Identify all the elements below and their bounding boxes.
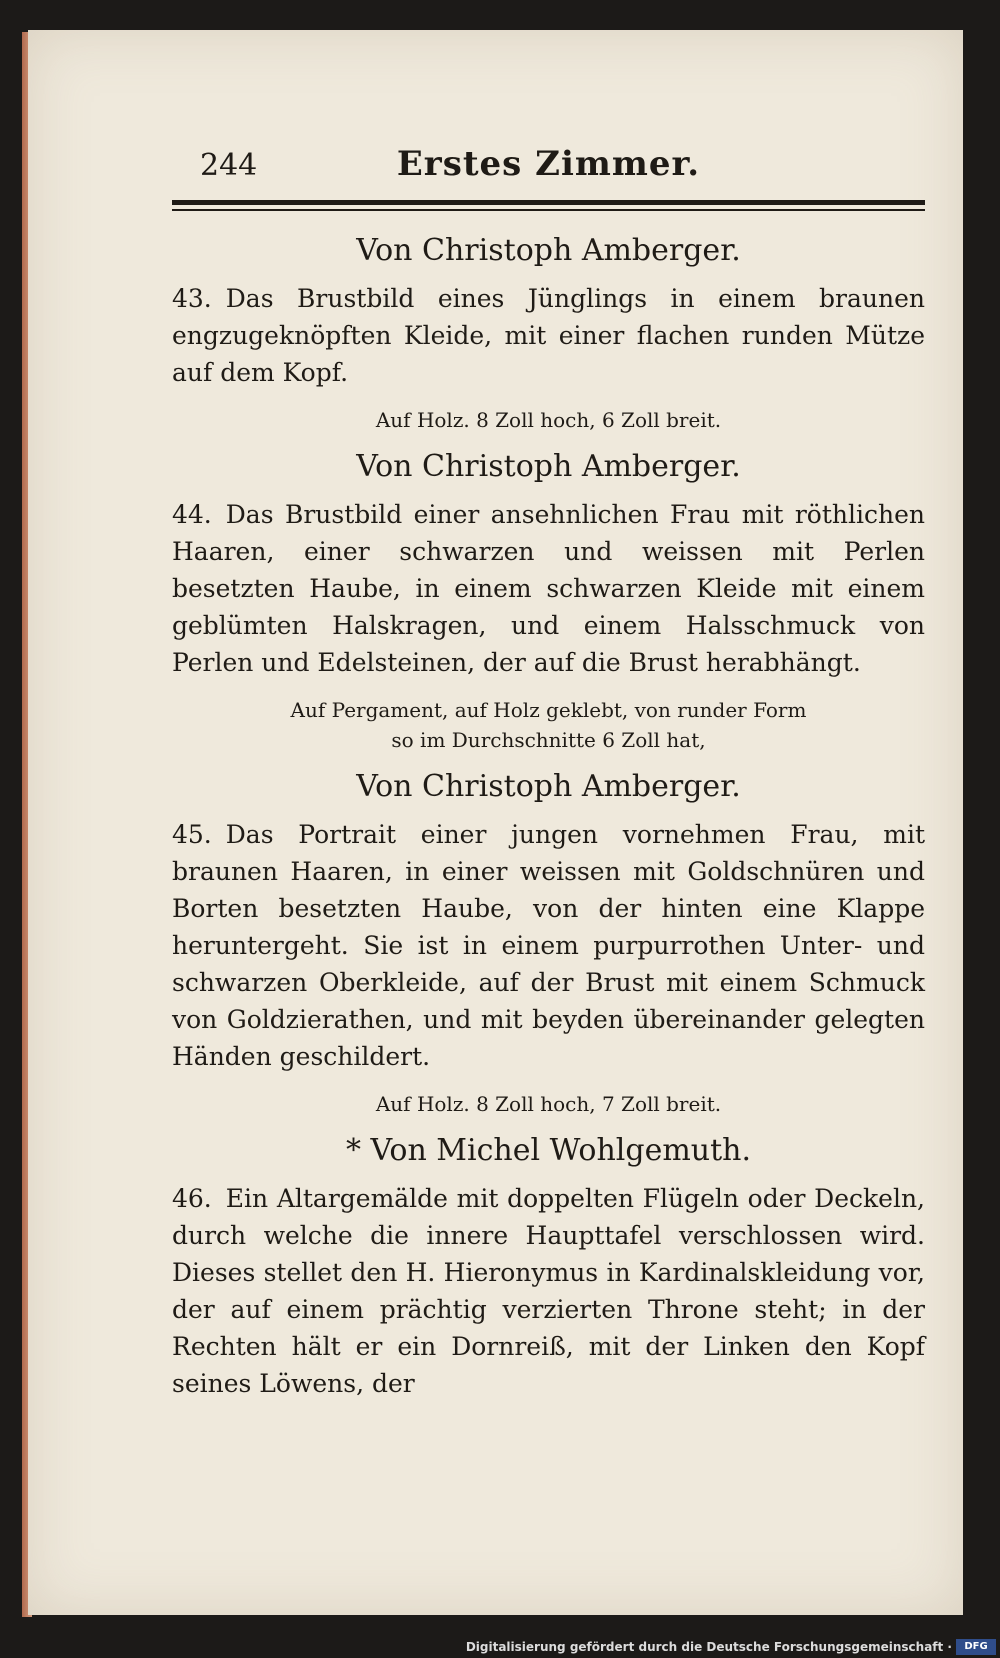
catalog-entry [172, 496, 925, 681]
entry-number: 43. [172, 284, 212, 313]
dfg-logo: DFG [956, 1639, 996, 1655]
catalog-entry [172, 1180, 925, 1402]
entry-number: 45. [172, 820, 212, 849]
entry-text: Ein Altargemälde mit doppelten Flügeln oder Deckeln, durch welche die innere Haupttafel verschlossen wird. Dieses stellet den H. Hieronymus in Kardinalskleidung vor, der auf einem prächtig verzierten Throne steht; in der Rechten hält er ein Dornreiß, mit der Linken den Kopf seines Löwens, der [172, 1184, 925, 1398]
header-rule-thin [172, 209, 925, 211]
entry-note [172, 405, 925, 435]
note-line: Auf Pergament, auf Holz geklebt, von runder Form [290, 698, 807, 722]
catalog-entry [172, 816, 925, 1075]
entry-text: Das Brustbild einer ansehnlichen Frau mit röthlichen Haaren, einer schwarzen und weissen mit Perlen besetzten Haube, in einem schwarzen Kleide mit einem geblümten Halskragen, und einem Halsschmuck von Perlen und Edelsteinen, der auf die Brust herabhängt. [172, 500, 925, 677]
artist-heading: Von Christoph Amberger. [356, 233, 741, 268]
running-title: Erstes Zimmer. [396, 144, 701, 184]
page-number: 244 [200, 148, 258, 183]
header-rule-thick [172, 200, 925, 205]
artist-heading: Von Christoph Amberger. [356, 449, 741, 484]
artist-heading: Von Christoph Amberger. [356, 769, 741, 804]
note-line: Auf Holz. 8 Zoll hoch, 7 Zoll breit. [375, 1092, 722, 1116]
text-block [172, 130, 925, 1402]
note-line: so im Durchschnitte 6 Zoll hat, [391, 728, 706, 752]
digitization-credit: Digitalisierung gefördert durch die Deutsche Forschungsgemeinschaft · [465, 1640, 952, 1654]
entry-number: 44. [172, 500, 212, 529]
running-head [172, 130, 925, 200]
entry-number: 46. [172, 1184, 212, 1213]
entry-text: Das Brustbild eines Jünglings in einem braunen engzugeknöpften Kleide, mit einer flachen runden Mütze auf dem Kopf. [172, 284, 925, 387]
note-line: Auf Holz. 8 Zoll hoch, 6 Zoll breit. [375, 408, 722, 432]
catalog-entry [172, 280, 925, 391]
artist-heading: * Von Michel Wohlgemuth. [345, 1133, 752, 1168]
entry-text: Das Portrait einer jungen vornehmen Frau, mit braunen Haaren, in einer weissen mit Goldschnüren und Borten besetzten Haube, von der hinten eine Klappe heruntergeht. Sie ist in einem purpurrothen Unter- und schwarzen Oberkleide, auf der Brust mit einem Schmuck von Goldzierathen, und mit beyden übereinander gelegten Händen geschildert. [172, 820, 925, 1071]
entry-note [172, 695, 925, 755]
entry-note [172, 1089, 925, 1119]
